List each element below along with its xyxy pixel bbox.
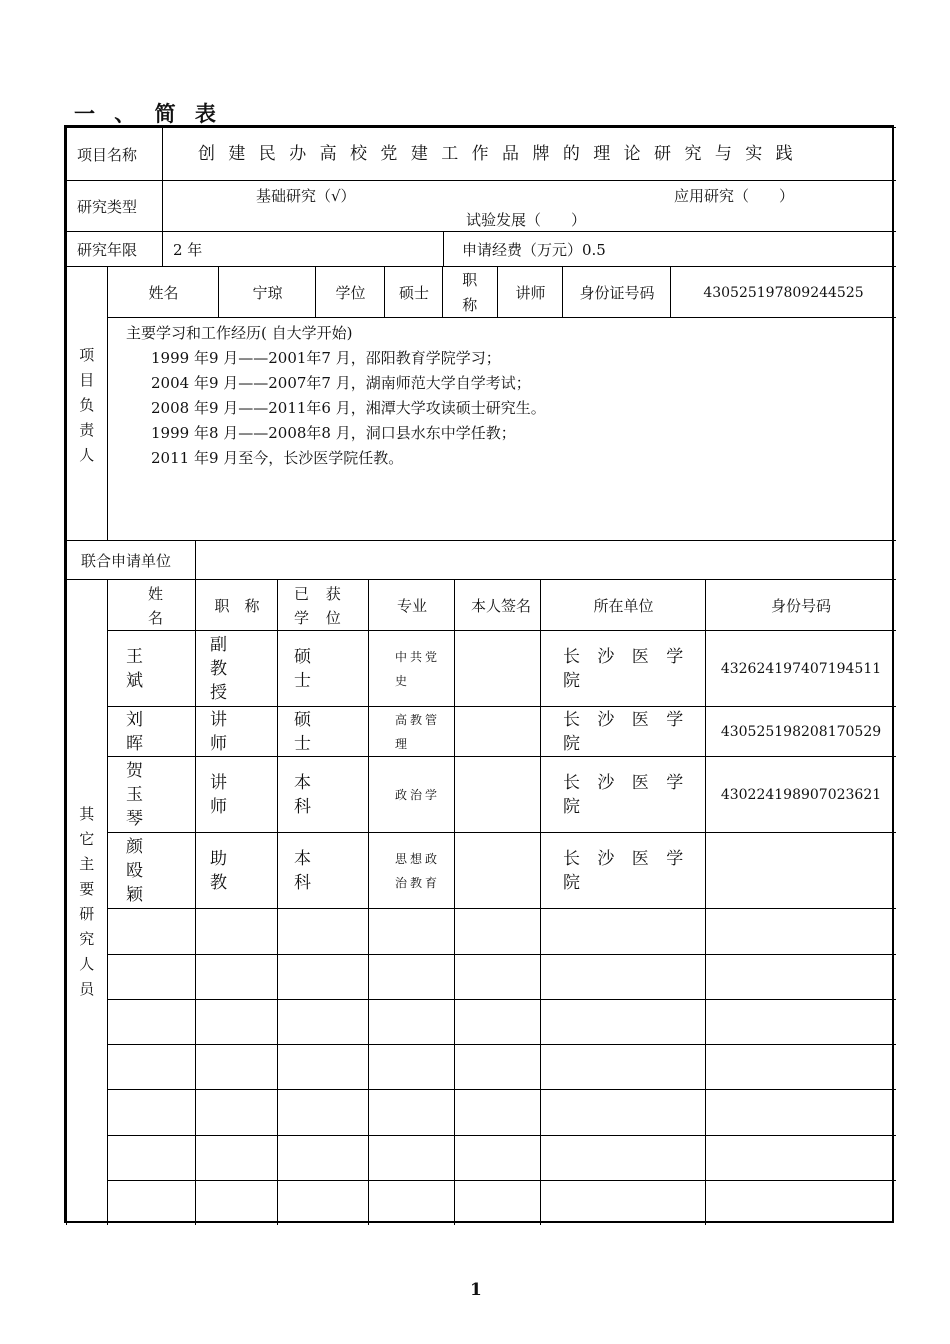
member-cell-text: 432624197407194511 [720,661,882,677]
member-cell [705,1180,896,1225]
member-cell[interactable] [454,908,541,955]
leader-id-label [562,266,671,318]
member-header [540,579,706,631]
member-header-text: 专业 [396,597,427,615]
member-cell[interactable] [454,999,541,1045]
member-header-text: 身份号码 [770,597,831,615]
member-cell [277,1089,369,1136]
member-cell [195,1180,278,1225]
member-cell-text: 贺玉琴 [126,761,143,829]
member-cell [107,999,196,1045]
research-type-option[interactable]: 应用研究（ ） [674,187,795,205]
member-cell-text: 长 沙 医 学 院 [563,710,690,754]
experience-item: 2004 年9 月——2007年7 月，湖南师范大学自学考试； [151,374,531,392]
member-header [705,579,896,631]
member-cell [540,1180,706,1225]
leader-title [497,266,563,318]
member-cell-text: 本科 [294,773,311,817]
leader-id-text: 430525197809244525 [703,284,864,301]
member-cell [195,630,278,707]
member-cell-text: 长 沙 医 学 院 [563,849,690,893]
member-cell-text: 长 沙 医 学 院 [563,647,690,691]
experience-item: 1999 年8 月——2008年8 月，洞口县水东中学任教； [151,424,516,442]
member-cell [368,954,455,1000]
member-cell [277,954,369,1000]
member-cell-text: 硕士 [294,647,311,691]
member-cell [368,999,455,1045]
member-header [454,579,541,631]
member-cell [195,1044,278,1090]
member-cell [705,832,896,909]
member-cell [705,1135,896,1181]
leader-degree-label [315,266,385,318]
member-cell [277,630,369,707]
member-cell [368,756,455,833]
member-cell [107,1135,196,1181]
member-header-text: 本人签名 [471,596,532,615]
leader-name-text: 宁琼 [252,284,283,302]
leader-title-text: 讲师 [515,284,546,302]
member-cell-text: 颜殴颖 [126,837,143,905]
member-cell [195,832,278,909]
member-cell [368,1135,455,1181]
leader-name-label [107,266,219,318]
member-cell [540,999,706,1045]
member-cell[interactable] [454,1135,541,1181]
member-cell [107,908,196,955]
member-cell [195,756,278,833]
leader-degree-text: 硕士 [398,284,429,302]
joint-unit-value[interactable] [195,540,896,580]
leader-degree-label-text: 学位 [335,284,366,302]
member-cell [705,756,896,833]
duration-value-text: 2 年 [173,241,203,259]
member-cell [705,1044,896,1090]
joint-unit-label [66,540,196,580]
member-cell [368,832,455,909]
member-cell [277,908,369,955]
member-header-text: 所在单位 [593,597,654,615]
experience-item: 2011 年9 月至今，长沙医学院任教。 [151,449,404,467]
experience-heading: 主要学习和工作经历( 自大学开始) [126,324,353,342]
member-cell[interactable] [454,630,541,707]
member-cell-text: 430525198208170529 [720,724,882,740]
member-cell [705,954,896,1000]
research-type-option[interactable]: 试验发展（ ） [466,211,587,229]
member-cell[interactable] [454,832,541,909]
leader-degree [384,266,443,318]
funding-value [443,231,896,267]
member-header [195,579,278,631]
member-cell[interactable] [454,1180,541,1225]
leader-id [670,266,896,318]
member-cell [368,1089,455,1136]
research-type-label-text: 研究类型 [77,198,138,216]
member-cell [107,756,196,833]
member-cell-text: 王斌 [126,647,143,691]
section-title: 一 、 简 表 [74,102,222,126]
member-cell-text: 刘晖 [126,710,143,754]
member-cell [107,954,196,1000]
experience-item: 1999 年9 月——2001年7 月，邵阳教育学院学习； [151,349,501,367]
page-number: 1 [470,1280,482,1300]
joint-unit-label-text: 联合申请单位 [81,552,172,570]
project-name-value-text: 创 建 民 办 高 校 党 建 工 作 品 牌 的 理 论 研 究 与 实 践 [198,144,797,164]
member-cell [705,706,896,757]
member-cell-text: 助教 [210,849,227,893]
leader-name [218,266,316,318]
member-cell [540,1044,706,1090]
leader-section-label [66,266,108,541]
member-cell[interactable] [454,706,541,757]
funding-value-text: 申请经费（万元）0.5 [462,241,606,259]
member-cell-text: 长 沙 医 学 院 [563,773,690,817]
member-cell [540,706,706,757]
project-name-label-text: 项目名称 [77,146,138,164]
research-type-options [162,180,896,232]
member-header [107,579,196,631]
member-cell [107,706,196,757]
member-cell [277,756,369,833]
research-type-option[interactable]: 基础研究（√） [256,187,356,205]
project-name-value [162,127,896,181]
duration-label [66,231,163,267]
duration-label-text: 研究年限 [77,241,138,259]
duration-value [162,231,444,267]
member-cell [195,1135,278,1181]
member-header [368,579,455,631]
member-cell [277,999,369,1045]
member-cell[interactable] [454,1044,541,1090]
research-type-label [66,180,163,232]
member-cell-text: 副教授 [210,635,227,703]
member-cell [107,1089,196,1136]
member-cell [540,908,706,955]
member-cell-text: 政治学 [395,788,441,802]
member-cell [368,706,455,757]
member-cell [195,908,278,955]
leader-title-label [442,266,498,318]
members-section-label-text: 其它主要研究人员 [79,805,95,998]
member-cell[interactable] [454,1089,541,1136]
member-cell [195,706,278,757]
member-cell [368,630,455,707]
member-cell [540,630,706,707]
summary-table [64,125,894,1223]
member-cell [705,1089,896,1136]
member-cell [195,999,278,1045]
member-cell-text: 讲师 [210,710,227,754]
members-section-label [66,579,108,1225]
member-cell [277,1135,369,1181]
member-cell[interactable] [454,954,541,1000]
project-name-label [66,127,163,181]
member-cell-text: 430224198907023621 [720,787,882,803]
member-cell [107,832,196,909]
member-cell [705,908,896,955]
member-cell [277,832,369,909]
leader-experience [107,317,896,541]
member-cell-text: 本科 [294,849,311,893]
member-cell [705,999,896,1045]
member-cell [705,630,896,707]
member-cell-text: 思想政治教育 [395,852,441,890]
member-cell [540,954,706,1000]
member-cell [368,1044,455,1090]
member-header [277,579,369,631]
member-cell-text: 高教管理 [395,713,441,751]
leader-id-label-text: 身份证号码 [579,284,655,302]
member-cell [277,1180,369,1225]
member-cell[interactable] [454,756,541,833]
leader-section-label-text: 项目负责人 [79,346,95,464]
member-cell [540,1135,706,1181]
member-header-text: 职 称 [214,597,260,615]
member-cell [368,1180,455,1225]
member-cell-text: 讲师 [210,773,227,817]
member-header-text: 已 获 学 位 [294,584,347,627]
member-cell [368,908,455,955]
member-cell [107,1180,196,1225]
member-cell [540,832,706,909]
member-cell [195,954,278,1000]
leader-name-label-text: 姓名 [148,284,179,302]
member-cell [277,706,369,757]
member-cell [107,1044,196,1090]
member-cell-text: 中共党史 [395,650,441,688]
member-cell [277,1044,369,1090]
member-header-text: 姓名 [148,584,164,627]
member-cell [195,1089,278,1136]
experience-item: 2008 年9 月——2011年6 月，湘潭大学攻读硕士研究生。 [151,399,546,417]
member-cell-text: 硕士 [294,710,311,754]
member-cell [107,630,196,707]
member-cell [540,756,706,833]
member-cell [540,1089,706,1136]
leader-title-label-text: 职称 [462,270,478,314]
